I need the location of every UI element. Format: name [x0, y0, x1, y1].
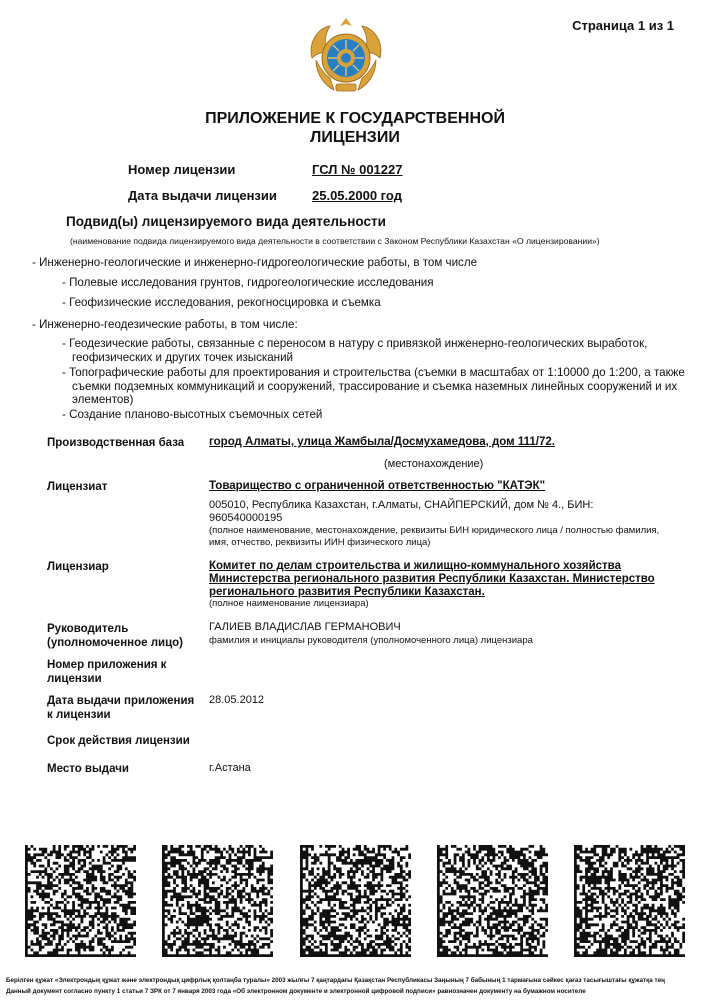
head-label-line2: (уполномоченное лицо) — [47, 637, 184, 649]
activity-item: - Создание планово-высотных съемочных сетей — [62, 408, 323, 421]
head-label-line1: Руководитель — [47, 623, 129, 635]
license-number-label: Номер лицензии — [128, 162, 236, 177]
footer-legal-ru: Данный документ согласно пункту 1 статьи 7 ЗРК от 7 января 2003 года «Об электронном документе и электронной цифровой подписи» равнозначен документу на бумажном носителе — [6, 988, 586, 995]
qr-code-icon — [162, 845, 273, 957]
activity-item: - Геофизические исследования, рекогносцировка и съемка — [62, 296, 381, 309]
licensee-details-line1: 005010, Республика Казахстан, г.Алматы, СНАЙПЕРСКИЙ, дом № 4., БИН: — [209, 499, 594, 511]
appendix-date-value: 28.05.2012 — [209, 694, 265, 706]
licensee-label: Лицензиат — [47, 481, 108, 493]
license-number-value: ГСЛ № 001227 — [312, 162, 403, 177]
licensee-note-line1: (полное наименование, местонахождение, реквизиты БИН юридического лица / полностью фамилия, — [209, 525, 660, 536]
appendix-date-label — [47, 694, 194, 722]
place-value: г.Астана — [209, 762, 251, 774]
production-base-label: Производственная база — [47, 437, 185, 449]
licensor-label: Лицензиар — [47, 561, 109, 573]
activity-item-text: Геофизические исследования, рекогносцировка и съемка — [69, 296, 381, 309]
qr-code-icon — [437, 845, 548, 957]
activity-group-title: - Инженерно-геодезические работы, в том числе: — [32, 318, 298, 331]
licensee-note-line2: имя, отчество, реквизиты ИИН физического лица) — [209, 536, 431, 548]
head-label — [47, 622, 183, 650]
document-title-line1: ПРИЛОЖЕНИЕ К ГОСУДАРСТВЕННОЙ — [205, 110, 505, 127]
licensee-details — [209, 499, 593, 525]
production-base-note: (местонахождение) — [384, 458, 484, 470]
activity-group2-title-text: Инженерно-геодезические работы, в том числе: — [39, 318, 298, 331]
subtype-note: (наименование подвида лицензируемого вида деятельности в соответствии с Законом Республики Казахстан «О лицензировании») — [70, 236, 600, 246]
head-name: ГАЛИЕВ ВЛАДИСЛАВ ГЕРМАНОВИЧ — [209, 621, 401, 633]
licensee-details-line2: 960540000195 — [209, 512, 283, 524]
qr-code-icon — [300, 845, 411, 957]
activity-item-text: элементов) — [72, 393, 134, 406]
document-title-line2: ЛИЦЕНЗИИ — [310, 129, 400, 146]
appendix-number-label — [47, 658, 166, 686]
activity-group-title: - Инженерно-геологические и инженерно-гидрогеологические работы, в том числе — [32, 256, 478, 269]
activity-item-text: геофизических и других точек изысканий — [72, 350, 294, 364]
appendix-number-label-line2: лицензии — [47, 673, 102, 685]
kazakhstan-state-emblem-icon — [306, 16, 386, 96]
qr-code-icon — [574, 845, 685, 957]
activity-item-text: Полевые исследования грунтов, гидрогеологические исследования — [69, 276, 434, 289]
licensee-note — [209, 525, 659, 548]
activity-item: - Полевые исследования грунтов, гидрогеологические исследования — [62, 276, 434, 289]
appendix-date-label-line2: к лицензии — [47, 709, 111, 721]
subtype-heading: Подвид(ы) лицензируемого вида деятельности — [66, 214, 386, 229]
activity-item: - Геодезические работы, связанные с переносом в натуру с привязкой инженерно-геологических выработок, геофизических и других точек изысканий — [62, 337, 648, 364]
activity-group1-title-text: Инженерно-геологические и инженерно-гидрогеологические работы, в том числе — [39, 256, 478, 269]
head-note: фамилия и инициалы руководителя (уполномоченного лица) лицензиара — [209, 635, 533, 646]
licensee-name: Товарищество с ограниченной ответственностью "КАТЭК" — [209, 480, 546, 492]
qr-code-icon — [25, 845, 136, 957]
activity-item-text: Создание планово-высотных съемочных сетей — [69, 408, 323, 421]
activity-item-text: Топографические работы для проектирования и строительства (съемки в масштабах от 1:10000 до 1:200, а также — [69, 366, 685, 379]
place-label: Место выдачи — [47, 763, 129, 775]
activity-item: - Топографические работы для проектирования и строительства (съемки в масштабах от 1:10000 до 1:200, а также съемки подземных коммуникаций и сооружений, трассирование и съемка наземных линейных сооружений и их элементов) — [62, 366, 685, 406]
licensor-name — [209, 560, 655, 599]
document-title — [0, 109, 710, 147]
page-number: Страница 1 из 1 — [572, 18, 674, 33]
production-base-address: город Алматы, улица Жамбыла/Досмухамедова, дом 111/72. — [209, 436, 555, 448]
validity-label: Срок действия лицензии — [47, 735, 190, 747]
licensor-note: (полное наименование лицензиара) — [209, 598, 369, 609]
activity-item-text: съемки подземных коммуникаций и сооружений, трассирование и съемка наземных линейных сооружений и их — [72, 379, 678, 393]
activity-item-text: Геодезические работы, связанные с переносом в натуру с привязкой инженерно-геологических выработок, — [69, 337, 648, 350]
licensor-name-line3: регионального развития Республики Казахстан. — [209, 586, 485, 598]
appendix-date-label-line1: Дата выдачи приложения — [47, 695, 195, 707]
appendix-number-label-line1: Номер приложения к — [47, 659, 167, 671]
issue-date-label: Дата выдачи лицензии — [128, 188, 277, 203]
licensor-name-line1: Комитет по делам строительства и жилищно-коммунального хозяйства — [209, 560, 621, 572]
footer-legal-kz: Берілген құжат «Электрондық құжат және электрондық цифрлық қолтаңба туралы» 2003 жылғы 7 қаңтардағы Қазақстан Республикасы Заңының 7 бабының 1 тармағына сәйкес қағаз тасығыштағы құжатқа тең — [6, 977, 665, 984]
licensor-name-line2: Министерства регионального развития Республики Казахстан. Министерство — [209, 573, 655, 585]
issue-date-value: 25.05.2000 год — [312, 188, 402, 203]
